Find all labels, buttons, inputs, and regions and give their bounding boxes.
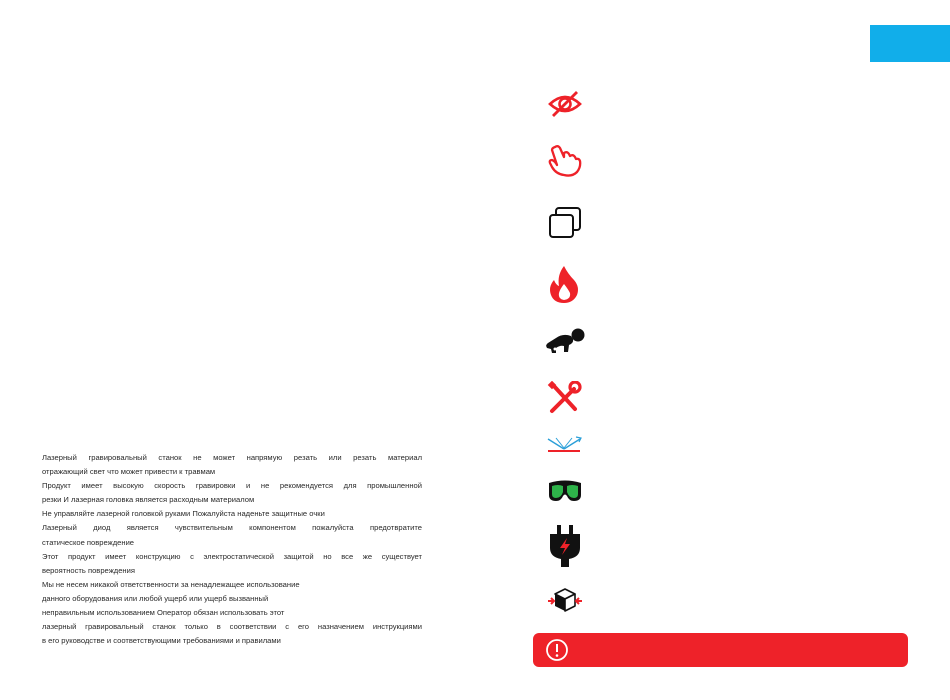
note-line: статическое повреждение — [42, 537, 135, 547]
note-line: резки И лазерная головка является расходным материалом — [42, 495, 255, 505]
box-compression-icon — [547, 587, 583, 613]
note-line: лазерный гравировальный станок только в соответствии с его назначением инструкциями — [42, 622, 422, 632]
note-line: Мы не несем никакой ответственности за ненадлежащее использование — [42, 579, 300, 589]
note-line: Продукт имеет высокую скорость гравировки и не рекомендуется для промышленной — [42, 481, 422, 491]
note-line: Этот продукт имеет конструкцию с электростатической защитой но все же существует — [42, 551, 422, 561]
overlapping-squares-icon — [547, 206, 583, 240]
note-line: в его руководстве и соответствующими требованиями и правилами — [42, 636, 281, 646]
safety-notes — [42, 451, 422, 648]
note-line: Лазерный диод является чувствительным компонентом пожалуйста предотвратите — [42, 523, 422, 533]
power-plug-icon — [548, 524, 582, 568]
note-line: вероятность повреждения — [42, 565, 135, 575]
warning-exclamation-icon — [545, 638, 569, 662]
flame-icon — [546, 264, 582, 304]
note-line: отражающий свет что может привести к травмам — [42, 467, 216, 477]
note-line: Лазерный гравировальный станок не может напрямую резать или резать материал — [42, 453, 422, 462]
safety-goggles-icon — [546, 476, 584, 504]
note-line: Не управляйте лазерной головкой руками Пожалуйста наденьте защитные очки — [42, 509, 325, 519]
eye-slash-icon — [547, 89, 583, 119]
note-line: неправильным использованием Оператор обязан использовать этот — [42, 608, 285, 618]
note-line: данного оборудования или любой ущерб или ущерб вызванный — [42, 593, 269, 603]
corner-tab — [870, 25, 950, 62]
crawling-baby-icon — [544, 327, 586, 355]
warning-bar — [533, 633, 908, 667]
hand-touch-icon — [547, 144, 583, 178]
wrench-screwdriver-icon — [546, 381, 582, 415]
laser-reflection-icon — [546, 435, 582, 455]
